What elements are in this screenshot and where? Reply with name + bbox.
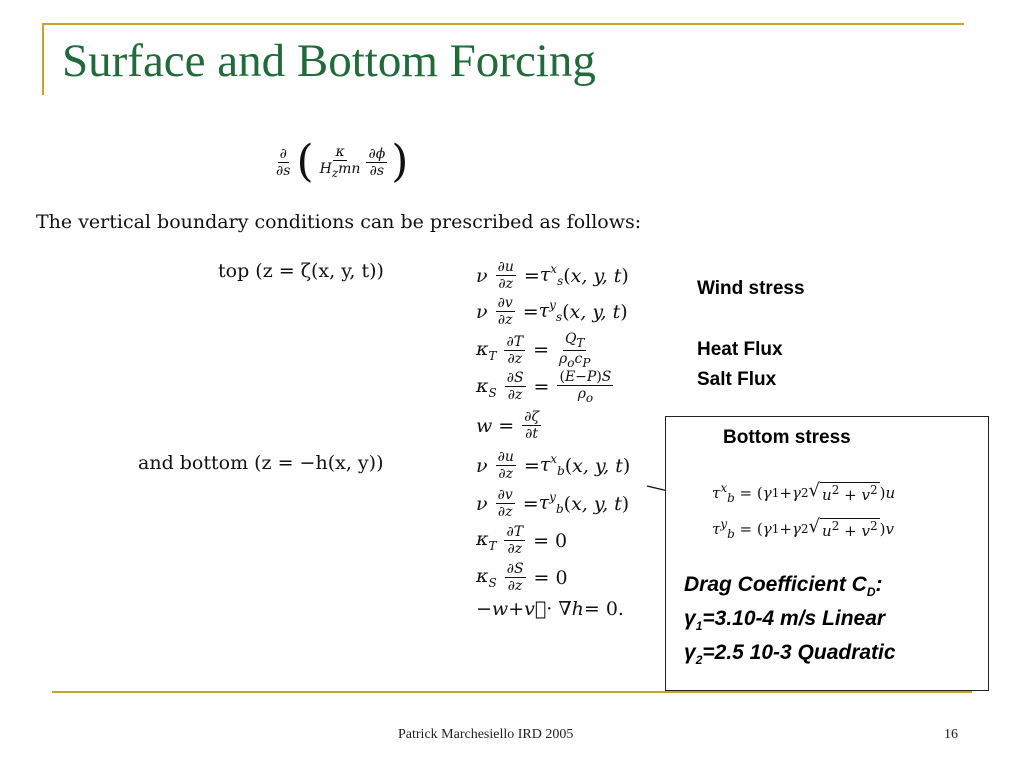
bottom-salt-equation: $\kappa_S$ $\frac{\partial S}{\partial z}$ = 0 <box>476 561 568 594</box>
bottom-rule <box>52 691 972 693</box>
bottom-stress-title: Bottom stress <box>723 427 851 448</box>
bottom-stress-box <box>665 416 989 691</box>
surface-v-equation: ν $\frac{\partial v}{\partial z}$ = $\tau^y_s$ ( x, y, t ) <box>476 295 628 328</box>
bottom-stress-x-equation: $\tau^x_b$ = ( γ 1 + γ 2 √ $u^2 + v^2$ ) u <box>712 480 896 505</box>
surface-u-equation: ν $\frac{\partial u}{\partial z}$ = $\tau^x_s$ ( x, y, t ) <box>476 259 629 292</box>
top-condition-label: top (z = ζ(x, y, t)) <box>218 260 384 282</box>
surface-w-equation: w = $\frac{\partial\zeta}{\partial t}$ <box>476 409 540 442</box>
bottom-kinematic-equation: − w + v⃗ · ∇ h = 0. <box>476 598 624 620</box>
slide-title: Surface and Bottom Forcing <box>62 35 596 87</box>
drag-coefficient-title: Drag Coefficient $C_D$: <box>684 573 883 600</box>
left-rule <box>42 23 44 95</box>
page-number: 16 <box>944 727 958 742</box>
gamma2-line: $\gamma_2=2.5$ 10-3 Quadratic <box>684 641 896 668</box>
gamma1-line: $\gamma_1=3.10-4$ m/s Linear <box>684 607 886 634</box>
wind-stress-label: Wind stress <box>697 278 805 299</box>
top-rule <box>44 23 964 25</box>
bottom-v-equation: ν $\frac{\partial v}{\partial z}$ = $\tau^y_b$ ( x, y, t ) <box>476 487 630 520</box>
salt-flux-label: Salt Flux <box>697 369 777 390</box>
diffusion-operator-equation: $\frac{\partial}{\partial s}$ ( $\frac{\kappa}{H_zmn}$ $\frac{\partial\phi}{\partial s}$ ) <box>276 136 409 187</box>
footer-author: Patrick Marchesiello IRD 2005 <box>398 727 574 742</box>
bottom-heat-equation: $\kappa_T$ $\frac{\partial T}{\partial z}$ = 0 <box>476 524 568 557</box>
surface-salt-equation: $\kappa_S$ $\frac{\partial S}{\partial z}$ = $\frac{(E-P)S}{\rho_o}$ <box>476 369 612 405</box>
bottom-condition-label: and bottom (z = −h(x, y)) <box>138 452 384 474</box>
bottom-u-equation: ν $\frac{\partial u}{\partial z}$ = $\tau^x_b$ ( x, y, t ) <box>476 449 631 482</box>
surface-heat-equation: $\kappa_T$ $\frac{\partial T}{\partial z}$ = $\frac{Q_T}{\rho_oc_P}$ <box>476 331 591 370</box>
bottom-stress-y-equation: $\tau^y_b$ = ( γ 1 + γ 2 √ $u^2 + v^2$ ) v <box>712 516 894 541</box>
intro-text: The vertical boundary conditions can be prescribed as follows: <box>36 211 642 233</box>
heat-flux-label: Heat Flux <box>697 339 783 360</box>
